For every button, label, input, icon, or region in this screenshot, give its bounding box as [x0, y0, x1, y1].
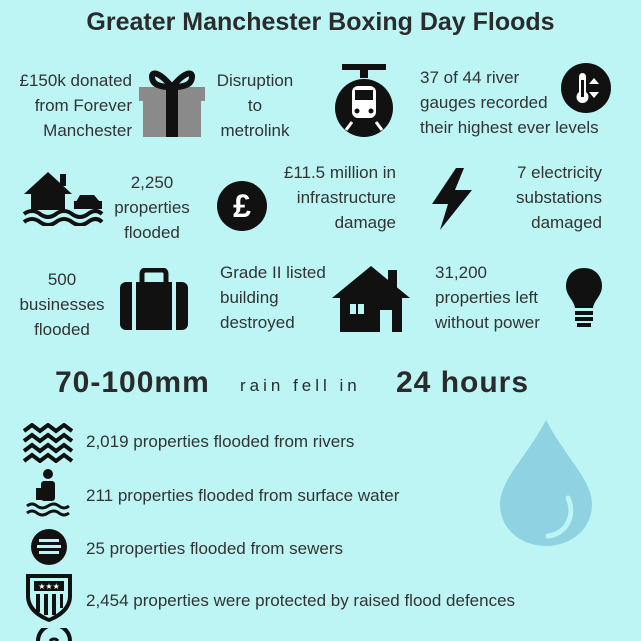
thermometer-icon	[560, 62, 612, 114]
donation-text	[0, 68, 132, 143]
lightning-icon	[428, 168, 474, 230]
flooded-line-2: properties	[114, 198, 190, 217]
infrastructure-line-1: £11.5 million in	[283, 163, 396, 182]
listed-text	[220, 260, 340, 335]
rain-duration: 24 hours	[396, 366, 530, 399]
infrastructure-text	[250, 160, 396, 235]
metrolink-line-2: to	[247, 96, 263, 115]
water-drop-icon	[496, 418, 596, 548]
gauges-line-1: 37 of 44 river	[420, 68, 520, 87]
substations-text	[470, 160, 602, 235]
person-in-water-icon	[26, 468, 70, 518]
flooded-house-icon	[22, 168, 104, 226]
list-item-surface-water: 211 properties flooded from surface water	[86, 486, 400, 505]
svg-text:£: £	[233, 188, 251, 224]
power-text	[435, 260, 565, 335]
sewer-icon	[30, 528, 68, 566]
infrastructure-line-3: damage	[334, 213, 396, 232]
rain-amount: 70-100mm	[55, 366, 210, 399]
list-item-flood-defences: 2,454 properties were protected by raised flood defences	[86, 591, 516, 610]
metrolink-line-3: metrolink	[220, 121, 290, 140]
partial-circle-icon	[36, 628, 72, 641]
metrolink-text	[210, 68, 300, 143]
waves-icon	[22, 423, 74, 463]
donation-line-2: from Forever	[34, 96, 132, 115]
page-title: Greater Manchester Boxing Day Floods	[86, 8, 555, 36]
listed-line-2: building	[220, 288, 279, 307]
substations-line-1: 7 electricity	[516, 163, 602, 182]
rain-middle-text: rain fell in	[240, 376, 361, 395]
briefcase-icon	[118, 268, 190, 332]
listed-line-3: destroyed	[220, 313, 295, 332]
businesses-text	[8, 267, 116, 342]
lightbulb-icon	[564, 266, 604, 332]
flooded-line-3: flooded	[124, 223, 180, 242]
donation-line-3: Manchester	[43, 121, 132, 140]
svg-text:★★★: ★★★	[38, 582, 60, 591]
listed-line-1: Grade II listed	[220, 263, 326, 282]
list-item-rivers: 2,019 properties flooded from rivers	[86, 432, 355, 451]
metrolink-line-1: Disruption	[216, 71, 294, 90]
tram-icon	[334, 64, 394, 140]
flooded-text	[102, 170, 202, 245]
substations-line-3: damaged	[531, 213, 602, 232]
substations-line-2: substations	[516, 188, 602, 207]
infrastructure-line-2: infrastructure	[296, 188, 396, 207]
gauges-line-3: their highest ever levels	[420, 118, 599, 137]
flooded-line-1: 2,250	[130, 173, 174, 192]
power-line-3: without power	[435, 313, 540, 332]
businesses-line-3: flooded	[34, 320, 90, 339]
businesses-line-2: businesses	[19, 295, 105, 314]
gauges-line-2: gauges recorded	[420, 93, 548, 112]
house-icon	[330, 262, 412, 334]
list-item-sewers: 25 properties flooded from sewers	[86, 539, 344, 558]
businesses-line-1: 500	[47, 270, 77, 289]
shield-icon	[24, 572, 74, 624]
power-line-2: properties left	[435, 288, 538, 307]
power-line-1: 31,200	[435, 263, 487, 282]
gift-icon	[137, 67, 207, 139]
donation-line-1: £150k donated	[19, 71, 132, 90]
